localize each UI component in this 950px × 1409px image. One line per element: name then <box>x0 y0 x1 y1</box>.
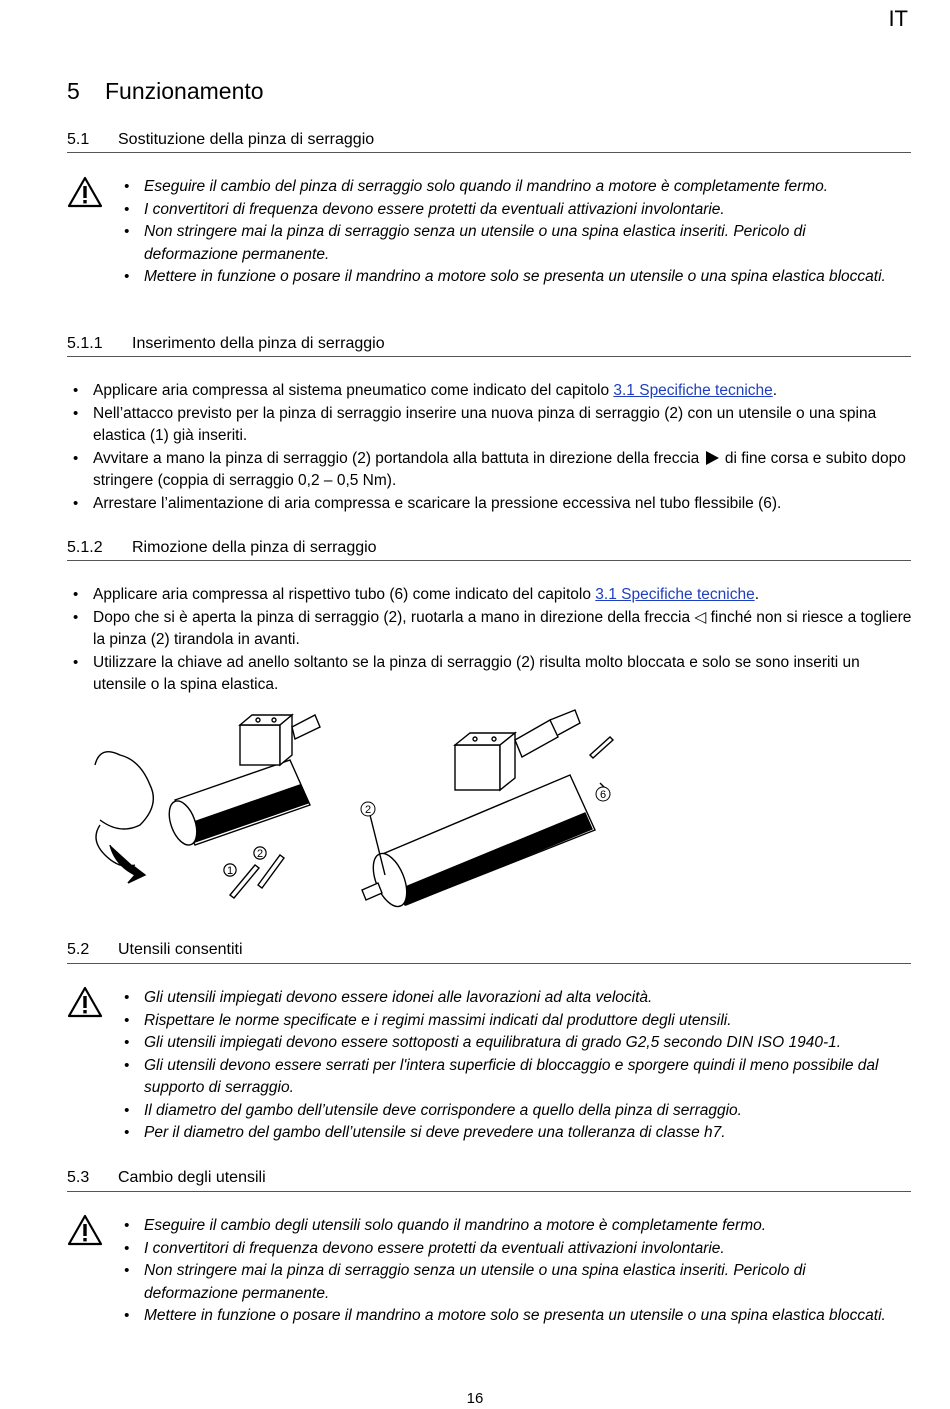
section-number: 5.3 <box>67 1169 90 1186</box>
callout-2: 2 <box>256 848 264 860</box>
list-item: • Nell’attacco previsto per la pinza di serraggio inserire una nuova pinza di serraggio (2) con un utensile o una spina elastica (1) già inseriti. <box>67 403 912 448</box>
section-title: Rimozione della pinza di serraggio <box>132 539 377 556</box>
list-item: • Dopo che si è aperta la pinza di serraggio (2), ruotarla a mano in direzione della freccia ◁ finché non si riesce a togliere la pinza (2) tirandola in avanti. <box>67 607 912 652</box>
section-heading-5-1-1 <box>67 335 385 353</box>
left-spindle-drawing <box>95 715 320 883</box>
list-item: • Utilizzare la chiave ad anello soltanto se la pinza di serraggio (2) risulta molto bloccata e solo se sono inseriti un utensile o la spina elastica. <box>67 652 912 697</box>
language-code: IT <box>888 6 908 31</box>
section-heading-5-1 <box>67 131 374 149</box>
arrow-right-icon <box>706 451 719 465</box>
right-spindle-drawing <box>362 710 613 910</box>
heading-rule <box>67 560 911 561</box>
warning-list-5-2 <box>118 987 888 1145</box>
heading-rule <box>67 152 911 153</box>
section-title: Funzionamento <box>105 78 264 104</box>
list-item: • Mettere in funzione o posare il mandrino a motore solo se presenta un utensile o una spina elastica bloccati. <box>118 1305 888 1328</box>
list-item: • Avvitare a mano la pinza di serraggio (2) portandola alla battuta in direzione della freccia di fine corsa e subito dopo stringere (coppia di serraggio 0,2 – 0,5 Nm). <box>67 448 912 493</box>
section-heading-5 <box>67 78 264 105</box>
list-item: • Eseguire il cambio degli utensili solo quando il mandrino a motore è completamente fermo. <box>118 1215 888 1238</box>
list-item: • Gli utensili impiegati devono essere idonei alle lavorazioni ad alta velocità. <box>118 987 888 1010</box>
section-heading-5-2 <box>67 941 243 959</box>
callout-6: 6 <box>599 789 607 801</box>
section-number: 5.1 <box>67 131 90 148</box>
section-title: Sostituzione della pinza di serraggio <box>118 131 375 148</box>
list-item: • I convertitori di frequenza devono essere protetti da eventuali attivazioni involontarie. <box>118 199 888 222</box>
arrow-left-outline-icon: ◁ <box>694 608 707 626</box>
list-item: • Il diametro del gambo dell’utensile deve corrispondere a quello della pinza di serraggio. <box>118 1100 888 1123</box>
heading-rule <box>67 1191 911 1192</box>
warning-list-5-1 <box>118 176 888 289</box>
heading-rule <box>67 356 911 357</box>
callout-1: 1 <box>226 865 234 877</box>
section-heading-5-3 <box>67 1169 266 1187</box>
section-title: Utensili consentiti <box>118 941 243 958</box>
warning-list-5-3 <box>118 1215 888 1328</box>
list-item: • Applicare aria compressa al sistema pneumatico come indicato del capitolo 3.1 Specifiche tecniche. <box>67 380 912 403</box>
list-item: • Mettere in funzione o posare il mandrino a motore solo se presenta un utensile o una spina elastica bloccati. <box>118 266 888 289</box>
page-number: 16 <box>466 1390 484 1407</box>
list-item: • Eseguire il cambio del pinza di serraggio solo quando il mandrino a motore è completamente fermo. <box>118 176 888 199</box>
warning-icon <box>67 176 103 208</box>
list-item: • Non stringere mai la pinza di serraggio senza un utensile o una spina elastica inseriti. Pericolo di deformazione permanente. <box>118 221 888 266</box>
steps-list-5-1-2 <box>67 584 912 697</box>
warning-icon <box>67 986 103 1018</box>
section-number: 5.1.1 <box>67 335 103 352</box>
steps-list-5-1-1 <box>67 380 912 515</box>
section-heading-5-1-2 <box>67 539 377 557</box>
warning-icon <box>67 1214 103 1246</box>
section-number: 5.1.2 <box>67 539 103 556</box>
spindle-illustration <box>80 705 640 910</box>
list-item: • Per il diametro del gambo dell’utensile si deve prevedere una tolleranza di classe h7. <box>118 1122 888 1145</box>
list-item: • Rispettare le norme specificate e i regimi massimi indicati dal produttore degli utensili. <box>118 1010 888 1033</box>
list-item: • Arrestare l’alimentazione di aria compressa e scaricare la pressione eccessiva nel tubo flessibile (6). <box>67 493 912 516</box>
list-item: • Gli utensili devono essere serrati per l'intera superficie di bloccaggio e sporgere quindi il meno possibile dal supporto di serraggio. <box>118 1055 888 1100</box>
link-specifiche-tecniche[interactable]: 3.1 Specifiche tecniche <box>613 382 773 399</box>
heading-rule <box>67 963 911 964</box>
callout-2: 2 <box>364 804 372 816</box>
list-item: • Applicare aria compressa al rispettivo tubo (6) come indicato del capitolo 3.1 Specifiche tecniche. <box>67 584 912 607</box>
list-item: • Non stringere mai la pinza di serraggio senza un utensile o una spina elastica inseriti. Pericolo di deformazione permanente. <box>118 1260 888 1305</box>
section-title: Inserimento della pinza di serraggio <box>132 335 385 352</box>
list-item: • Gli utensili impiegati devono essere sottoposti a equilibratura di grado G2,5 secondo DIN ISO 1940-1. <box>118 1032 888 1055</box>
link-specifiche-tecniche[interactable]: 3.1 Specifiche tecniche <box>595 586 755 603</box>
section-title: Cambio degli utensili <box>118 1169 266 1186</box>
list-item: • I convertitori di frequenza devono essere protetti da eventuali attivazioni involontarie. <box>118 1238 888 1261</box>
section-number: 5.2 <box>67 941 90 958</box>
section-number: 5 <box>67 78 80 104</box>
